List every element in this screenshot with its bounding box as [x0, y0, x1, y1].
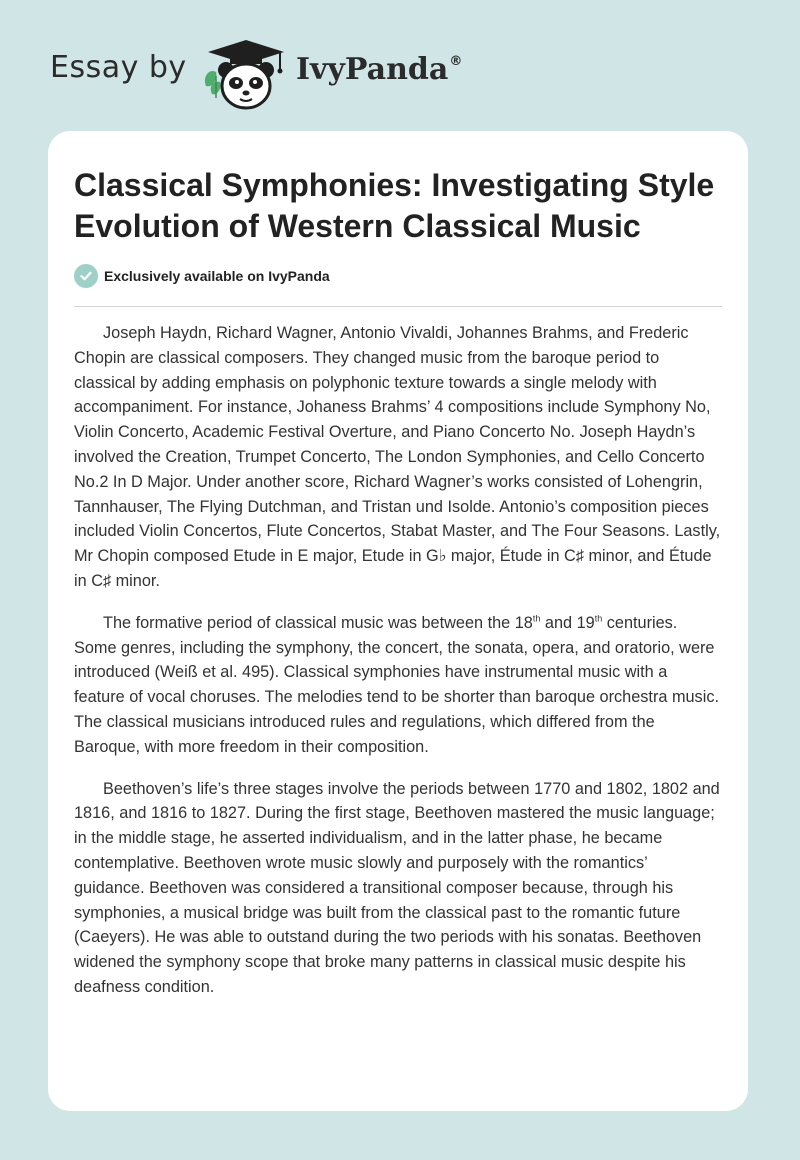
panda-logo-icon[interactable] — [200, 36, 292, 112]
essay-title: Classical Symphonies: Investigating Style Evolution of Western Classical Music — [74, 167, 715, 244]
paragraph-2-text-b: and 19 — [540, 613, 595, 632]
registered-mark: ® — [449, 54, 463, 69]
essay-by-label: Essay by — [50, 50, 187, 85]
essay-card — [48, 131, 748, 1111]
exclusive-badge — [74, 263, 722, 289]
paragraph-2-text-c: centuries. Some genres, including the symphony, the concert, the sonata, opera, and oratorio, were introduced (Weiß et al. 495). Classical symphonies have instrumental music with a feature of vocal choruses. The melodies tend to be shorter than baroque orchestra music. The classical musicians introduced rules and regulations, which differed from the Baroque, with more freedom in their composition. — [74, 613, 719, 756]
site-header — [0, 0, 800, 130]
superscript-th-2: th — [594, 613, 603, 624]
essay-paragraph-1: Joseph Haydn, Richard Wagner, Antonio Vivaldi, Johannes Brahms, and Frederic Chopin are classical composers. They changed music from the baroque period to classical by adding emphasis on polyphonic texture towards a single melody with accompaniment. For instance, Johaness Brahms’ 4 compositions include Symphony No, Violin Concerto, Academic Festival Overture, and Piano Concerto No. Joseph Haydn’s involved the Creation, Trumpet Concerto, The London Symphonies, and Cello Concerto No.2 In D Major. Under another score, Richard Wagner’s works consisted of Lohengrin, Tannhauser, The Flying Dutchman, and Tristan und Isolde. Antonio’s composition pieces included Violin Concertos, Flute Concertos, Stabat Master, and The Four Seasons. Lastly, Mr Chopin composed Etude in E major, Etude in G♭ major, Étude in C♯ minor, and Étude in C♯ minor. — [74, 324, 721, 590]
check-icon — [74, 264, 98, 288]
essay-paragraph-2 — [74, 611, 722, 760]
paragraph-2-text-a: The formative period of classical music was between the 18 — [103, 613, 533, 632]
brand-name[interactable] — [296, 52, 462, 87]
exclusive-badge-label: Exclusively available on IvyPanda — [104, 268, 330, 284]
brand-name-text: IvyPanda — [296, 52, 449, 87]
divider — [74, 306, 722, 307]
essay-paragraph-3: Beethoven’s life’s three stages involve the periods between 1770 and 1802, 1802 and 1816, and 1816 to 1827. During the first stage, Beethoven mastered the music language; in the middle stage, he asserted individualism, and in the latter phase, he became contemplative. Beethoven wrote music slowly and purposely with the romantics’ guidance. Beethoven was considered a transitional composer because, through his symphonies, a musical bridge was built from the classical past to the romantic future (Caeyers). He was able to outstand during the two periods with his sonatas. Beethoven widened the symphony scope that broke many patterns in classical music despite his deafness condition. — [74, 779, 720, 996]
superscript-th-1: th — [532, 613, 541, 624]
